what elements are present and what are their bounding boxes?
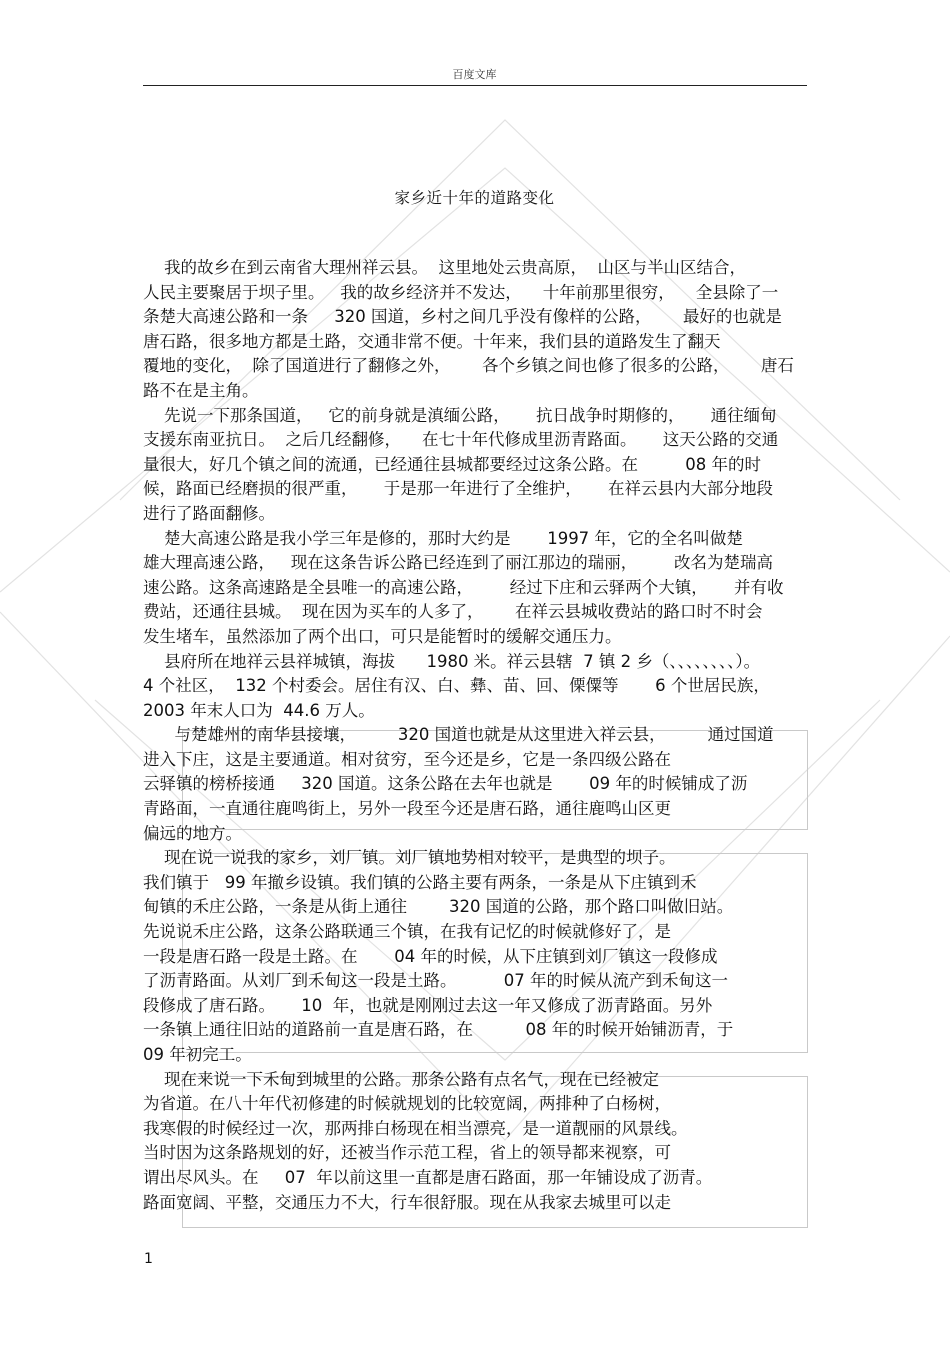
document-title: 家乡近十年的道路变化 (394, 189, 555, 207)
text-line: 先说说禾庄公路，这条公路联通三个镇，在我有记忆的时候就修好了，是 (143, 922, 671, 942)
text-line: 谓出尽风头。在 07 年以前这里一直都是唐石路面，那一年铺设成了沥青。 (143, 1167, 713, 1187)
text-line: 进入下庄，这是主要通道。相对贫穷，至今还是乡，它是一条四级公路在 (143, 749, 671, 769)
text-line: 我们镇于 99 年撤乡设镇。我们镇的公路主要有两条，一条是从下庄镇到禾 (143, 872, 697, 892)
text-line: 楚大高速公路是我小学三年是修的，那时大约是 1997 年，它的全名叫做楚 (143, 528, 743, 548)
text-line: 现在说一说我的家乡，刘厂镇。刘厂镇地势相对较平，是典型的坝子。 (143, 848, 676, 868)
paragraph (143, 404, 813, 527)
text-line: 人民主要聚居于坝子里。 我的故乡经济并不发达， 十年前那里很穷， 全县除了一 (143, 282, 779, 302)
text-line: 为省道。在八十年代初修建的时候就规划的比较宽阔，两排种了白杨树， (143, 1094, 671, 1114)
page-number: 1 (144, 1251, 153, 1267)
text-line: 09 年初完工。 (143, 1045, 252, 1064)
text-line: 县府所在地祥云县祥城镇，海拔 1980 米。祥云县辖 7 镇 2 乡（、、、、、、、、）。 (143, 651, 761, 671)
text-line: 4 个社区， 132 个村委会。居住有汉、白、彝、苗、回、傈僳等 6 个世居民族， (143, 676, 770, 696)
paragraph (143, 650, 813, 724)
text-line: 青路面，一直通往鹿鸣街上，另外一段至今还是唐石路，通往鹿鸣山区更 (143, 799, 671, 819)
text-line: 云驿镇的榜桥接通 320 国道。这条公路在去年也就是 09 年的时候铺成了沥 (143, 774, 748, 794)
paragraph (143, 256, 813, 404)
text-line: 路不在是主角。 (143, 380, 259, 400)
paragraph (143, 527, 813, 650)
text-line: 进行了路面翻修。 (143, 503, 275, 523)
header-rule (143, 85, 807, 86)
text-line: 覆地的变化， 除了国道进行了翻修之外， 各个乡镇之间也修了很多的公路， 唐石 (143, 356, 794, 376)
text-line: 一段是唐石路一段是土路。在 04 年的时候，从下庄镇到刘厂镇这一段修成 (143, 946, 718, 966)
paragraph (143, 1068, 813, 1216)
text-line: 支援东南亚抗日。 之后几经翻修， 在七十年代修成里沥青路面。 这天公路的交通 (143, 430, 779, 450)
text-line: 我寒假的时候经过一次，那两排白杨现在相当漂亮，是一道靓丽的风景线。 (143, 1118, 688, 1138)
text-line: 速公路。这条高速路是全县唯一的高速公路， 经过下庄和云驿两个大镇， 并有收 (143, 577, 784, 597)
text-line: 当时因为这条路规划的好，还被当作示范工程，省上的领导都来视察，可 (143, 1143, 671, 1163)
text-line: 雄大理高速公路， 现在这条告诉公路已经连到了丽江那边的瑞丽， 改名为楚瑞高 (143, 553, 773, 573)
text-line: 一条镇上通往旧站的道路前一直是唐石路，在 08 年的时候开始铺沥青，于 (143, 1020, 734, 1040)
text-line: 现在来说一下禾甸到城里的公路。那条公路有点名气，现在已经被定 (143, 1069, 659, 1089)
text-line: 与楚雄州的南华县接壤， 320 国道也就是从这里进入祥云县， 通过国道 (143, 725, 774, 745)
text-line: 我的故乡在到云南省大理州祥云县。 这里地处云贵高原， 山区与半山区结合， (143, 258, 746, 277)
text-line: 偏远的地方。 (143, 823, 242, 843)
text-line: 费站，还通往县城。 现在因为买车的人多了， 在祥云县城收费站的路口时不时会 (143, 602, 763, 622)
text-line: 路面宽阔、平整，交通压力不大，行车很舒服。现在从我家去城里可以走 (143, 1192, 671, 1212)
text-line: 2003 年末人口为 44.6 万人。 (143, 700, 375, 720)
page-header: 百度文库 (452, 68, 497, 81)
text-line: 候，路面已经磨损的很严重， 于是那一年进行了全维护， 在祥云县内大部分地段 (143, 479, 773, 499)
paragraph (143, 846, 813, 1067)
text-line: 唐石路，很多地方都是土路，交通非常不便。十年来，我们县的道路发生了翻天 (143, 331, 721, 351)
text-line: 条楚大高速公路和一条 320 国道，乡村之间几乎没有像样的公路， 最好的也就是 (143, 307, 782, 327)
text-line: 甸镇的禾庄公路，一条是从街上通往 320 国道的公路，那个路口叫做旧站。 (143, 897, 734, 917)
text-line: 了沥青路面。从刘厂到禾甸这一段是土路。 07 年的时候从流产到禾甸这一 (143, 971, 728, 991)
paragraph (143, 723, 813, 846)
text-line: 段修成了唐石路。 10 年，也就是刚刚过去这一年又修成了沥青路面。另外 (143, 995, 713, 1015)
document-body (143, 256, 813, 1215)
text-line: 量很大，好几个镇之间的流通，已经通往县城都要经过这条公路。在 08 年的时 (143, 454, 761, 474)
text-line: 先说一下那条国道， 它的前身就是滇缅公路， 抗日战争时期修的， 通往缅甸 (143, 405, 777, 425)
text-line: 发生堵车，虽然添加了两个出口，可只是能暂时的缓解交通压力。 (143, 626, 622, 646)
